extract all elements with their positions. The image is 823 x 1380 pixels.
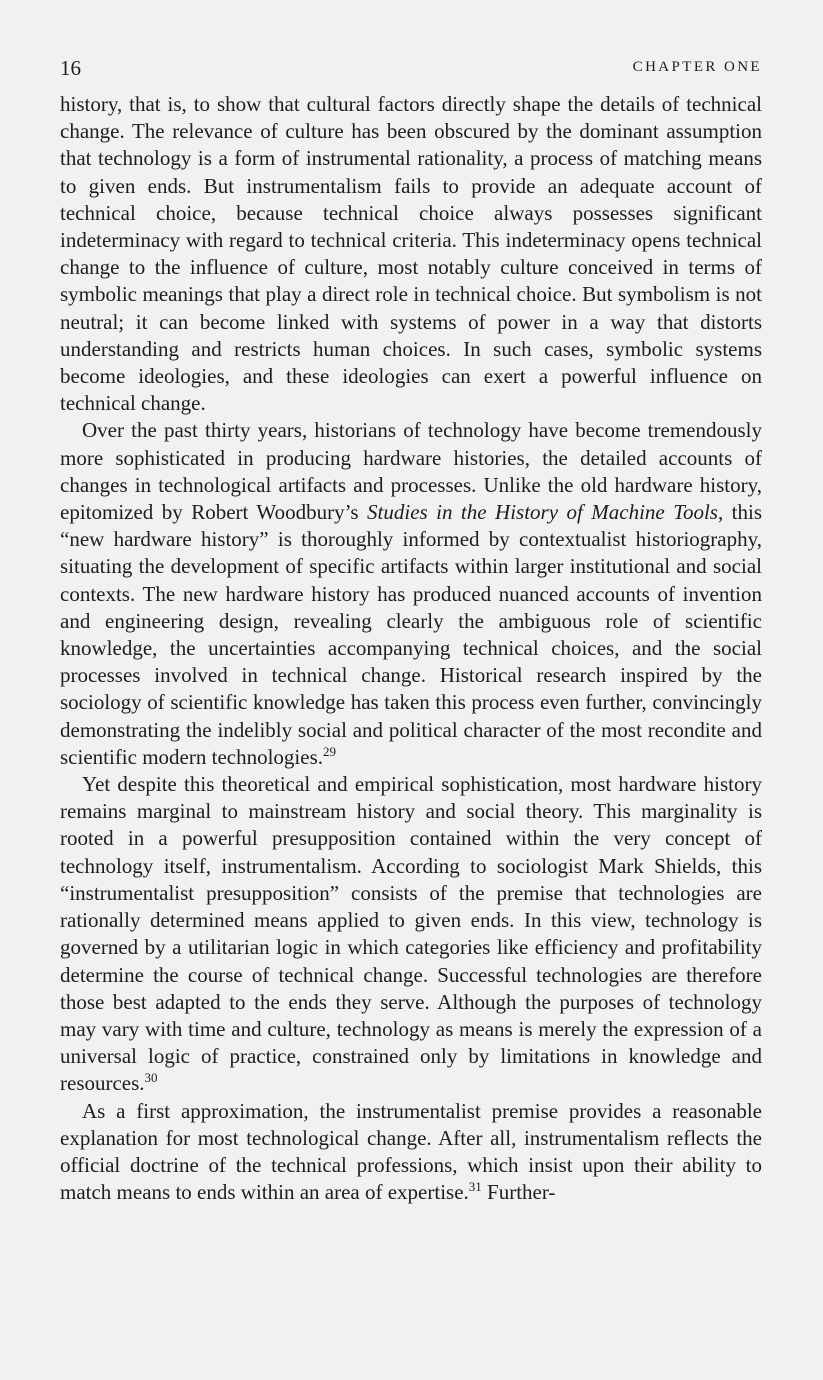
- footnote-ref-30: 30: [144, 1070, 158, 1086]
- page-number: 16: [60, 56, 81, 80]
- paragraph-1: history, that is, to show that cultural factors directly shape the details of technical change. The relevance of culture has been obscured by the dominant assumption that technology is a form of instrumental rationality, a process of matching means to given ends. But instrumentalism fails to provide an adequate account of technical choice, because technical choice always possesses significant indeterminacy with regard to technical criteria. This indeterminacy opens technical change to the influence of culture, most notably culture conceived in terms of symbolic meanings that play a direct role in technical choice. But symbolism is not neutral; it can become linked with systems of power in a way that distorts understanding and restricts human choices. In such cases, symbolic systems become ideologies, and these ideologies can exert a powerful influence on technical change.: [60, 92, 762, 416]
- chapter-running-head: CHAPTER ONE: [632, 59, 762, 75]
- paragraph-2-text-b: , this “new hardware history” is thoroughly informed by contextualist historiography, situating the development of specific artifacts within larger institutional and social contexts. The new hardware history has produced nuanced accounts of invention and engineering design, revealing clearly the ambiguous role of scientific knowledge, the uncertainties accompanying technical choices, and the social processes involved in technical change. Historical research inspired by the sociology of scientific knowledge has taken this process even further, convincingly demonstrating the indelibly social and political character of the most recondite and scientific modern technologies.: [60, 500, 763, 769]
- paragraph-4-tail: Further-: [481, 1180, 556, 1205]
- paragraph-3-text: Yet despite this theoretical and empirical sophistication, most hardware history remains marginal to mainstream history and social theory. This marginality is rooted in a powerful presupposition contained within the very concept of technology itself, instrumentalism. According to sociologist Mark Shields, this “instrumentalist presupposition” consists of the premise that technologies are rationally determined means applied to given ends. In this view, technology is governed by a utilitarian logic in which categories like efficiency and profitability determine the course of technical change. Successful technologies are therefore those best adapted to the ends they serve. Although the purposes of technology may vary with time and culture, technology as means is merely the expression of a universal logic of practice, constrained only by limitations in knowledge and resources.: [60, 772, 762, 1096]
- paragraph-2-text-a: Over the past thirty years, historians of technology have become tremendously more sophisticated in producing hardware histories, the detailed accounts of changes in technological artifacts and processes. Unlike the old hardware history, epitomized by Robert Woodbury’s: [60, 418, 762, 525]
- paragraph-3: [60, 771, 762, 1097]
- paragraph-2: [60, 417, 762, 771]
- running-header: [60, 56, 762, 86]
- footnote-ref-31: 31: [468, 1179, 482, 1195]
- paragraph-4-text: As a first approximation, the instrumentalist premise provides a reasonable explanation for most technological change. After all, instrumentalism reflects the official doctrine of the technical professions, which insist upon their ability to match means to ends within an area of expertise.: [60, 1098, 762, 1205]
- body-text: [60, 91, 762, 1206]
- paragraph-4: [60, 1098, 762, 1207]
- book-title: Studies in the History of Machine Tools: [367, 500, 718, 525]
- footnote-ref-29: 29: [323, 743, 337, 759]
